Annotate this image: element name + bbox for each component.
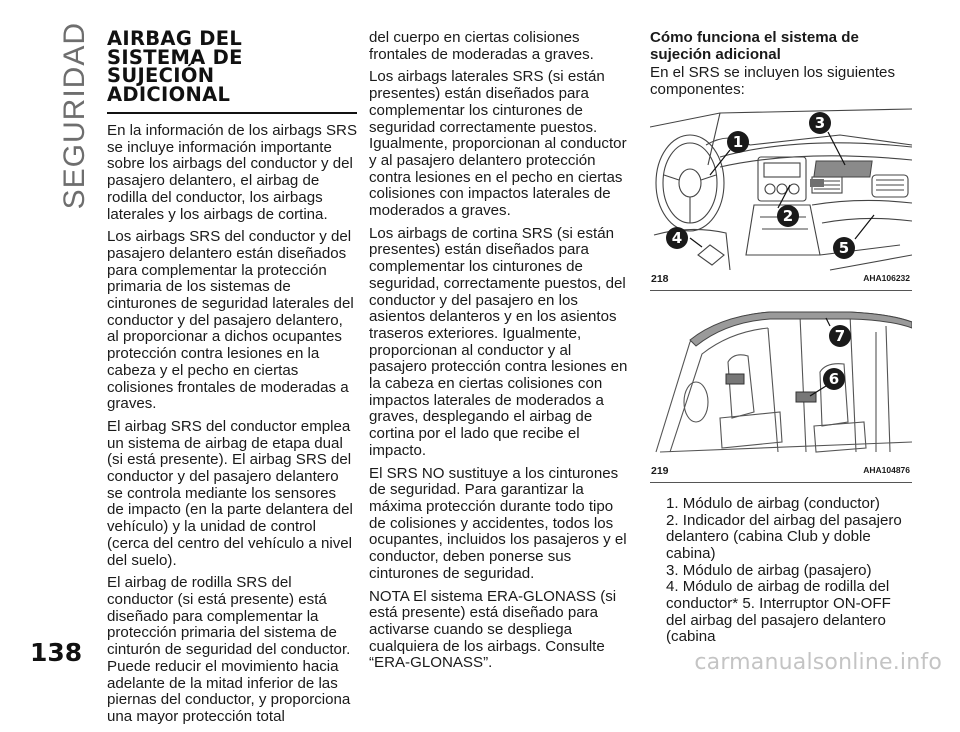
subheading <box>650 30 912 63</box>
component-legend <box>650 496 912 646</box>
body-paragraph: El SRS NO sustituye a los cinturones de seguridad. Para garantizar la máxima protección durante todo tipo de colisiones y accidentes, todos los ocupantes, incluidos los pasajeros y el conductor, deben ponerse sus cinturones de seguridad. <box>369 464 627 582</box>
figure-dashboard <box>650 105 912 291</box>
watermark-text: carmanualsonline.info <box>694 650 942 675</box>
section-title <box>107 27 357 106</box>
callout-4: 4 <box>671 228 683 247</box>
figure-number: 219 <box>651 465 669 478</box>
body-paragraph: El airbag SRS del conductor emplea un sistema de airbag de etapa dual (si está presente). El airbag SRS del conductor y del pasajero delantero se controla mediante los sensores de impacto (en la parte delantera del vehículo) y la unidad de control (cerca del centro del vehículo a nivel del suelo). <box>107 417 353 569</box>
subheading-line: Cómo funciona el sistema de <box>650 29 859 46</box>
callout-1: 1 <box>732 132 744 151</box>
figure-code: AHA104876 <box>863 465 910 476</box>
column-3 <box>650 30 912 646</box>
callout-7: 7 <box>834 326 846 345</box>
body-paragraph: En la información de los airbags SRS se incluye información importante sobre los airbags del conductor y del pasajero delantero, el airbag de rodilla del conductor, los airbags laterales y los airbags de cortina. <box>107 122 358 223</box>
legend-item: 3. Módulo de airbag (pasajero) <box>666 561 872 579</box>
section-title-line: SISTEMA DE <box>107 45 243 69</box>
callout-3: 3 <box>814 113 826 132</box>
figure-number: 218 <box>651 273 669 286</box>
dashboard-illustration <box>650 105 912 275</box>
callout-6: 6 <box>828 369 840 388</box>
legend-item: 2. Indicador del airbag del pasajero delantero (cabina Club y doble cabina) <box>666 511 902 562</box>
legend-item: 1. Módulo de airbag (conductor) <box>666 494 880 512</box>
section-title-line: AIRBAG DEL <box>107 27 243 50</box>
section-title-line: ADICIONAL <box>107 82 231 106</box>
body-paragraph: Los airbags laterales SRS (si están presentes) están diseñados para complementar los cinturones de seguridad correctamente puestos. Igualmente, proporcionan al conductor y al pasajero delantero protección contra lesiones en el pecho en ciertas colisiones con impactos laterales de moderados a graves. <box>369 68 627 220</box>
section-title-line: SUJECIÓN <box>107 64 215 87</box>
chapter-side-tab: SEGURIDAD <box>58 22 91 210</box>
figure-code: AHA106232 <box>863 273 910 284</box>
body-paragraph: Los airbags de cortina SRS (si están presentes) están diseñados para complementar los cinturones de seguridad, correctamente puestos, del conductor y del pasajero en los asientos delanteros y en los asientos traseros exteriores. Igualmente, proporcionan al conductor y al pasajero protección contra lesiones en la cabeza en ciertas colisiones con impactos laterales de moderados a graves, desplegando el airbag de cortina por el lado que recibe el impacto. <box>369 224 628 459</box>
callout-2: 2 <box>782 206 794 225</box>
figure-cabin <box>650 302 912 483</box>
legend-item: 4. Módulo de airbag de rodilla del conductor* 5. Interruptor ON-OFF del airbag del pasajero delantero (cabina <box>666 578 891 646</box>
callout-5: 5 <box>838 238 850 257</box>
title-divider <box>107 112 357 114</box>
subheading-line: sujeción adicional <box>650 45 781 63</box>
page-number: 138 <box>30 638 83 667</box>
column-1 <box>107 27 358 732</box>
note-paragraph: NOTA El sistema ERA-GLONASS (si está presente) está diseñado para activarse cuando se despliega cualquiera de los airbags. Consulte “ERA-GLONASS”. <box>369 587 617 672</box>
body-paragraph: Los airbags SRS del conductor y del pasajero delantero están diseñados para complementar la protección primaria de los sistemas de cinturones de seguridad laterales del conductor y del pasajero delantero, al proporcionar a dichos ocupantes protección contra lesiones en la cabeza y el pecho en ciertas colisiones frontales de moderadas a graves. <box>107 228 354 413</box>
column-2 <box>369 30 631 678</box>
body-paragraph: del cuerpo en ciertas colisiones frontales de moderadas a graves. <box>369 29 594 63</box>
cabin-illustration <box>650 302 912 468</box>
intro-paragraph: En el SRS se incluyen los siguientes componentes: <box>650 64 895 99</box>
body-paragraph: El airbag de rodilla SRS del conductor (si está presente) está diseñado para complementar la protección primaria del sistema de cinturón de seguridad del conductor. Puede reducir el movimiento hacia adelante de la mitad inferior de las piernas del conductor, y proporciona una mayor protección total <box>107 574 351 725</box>
